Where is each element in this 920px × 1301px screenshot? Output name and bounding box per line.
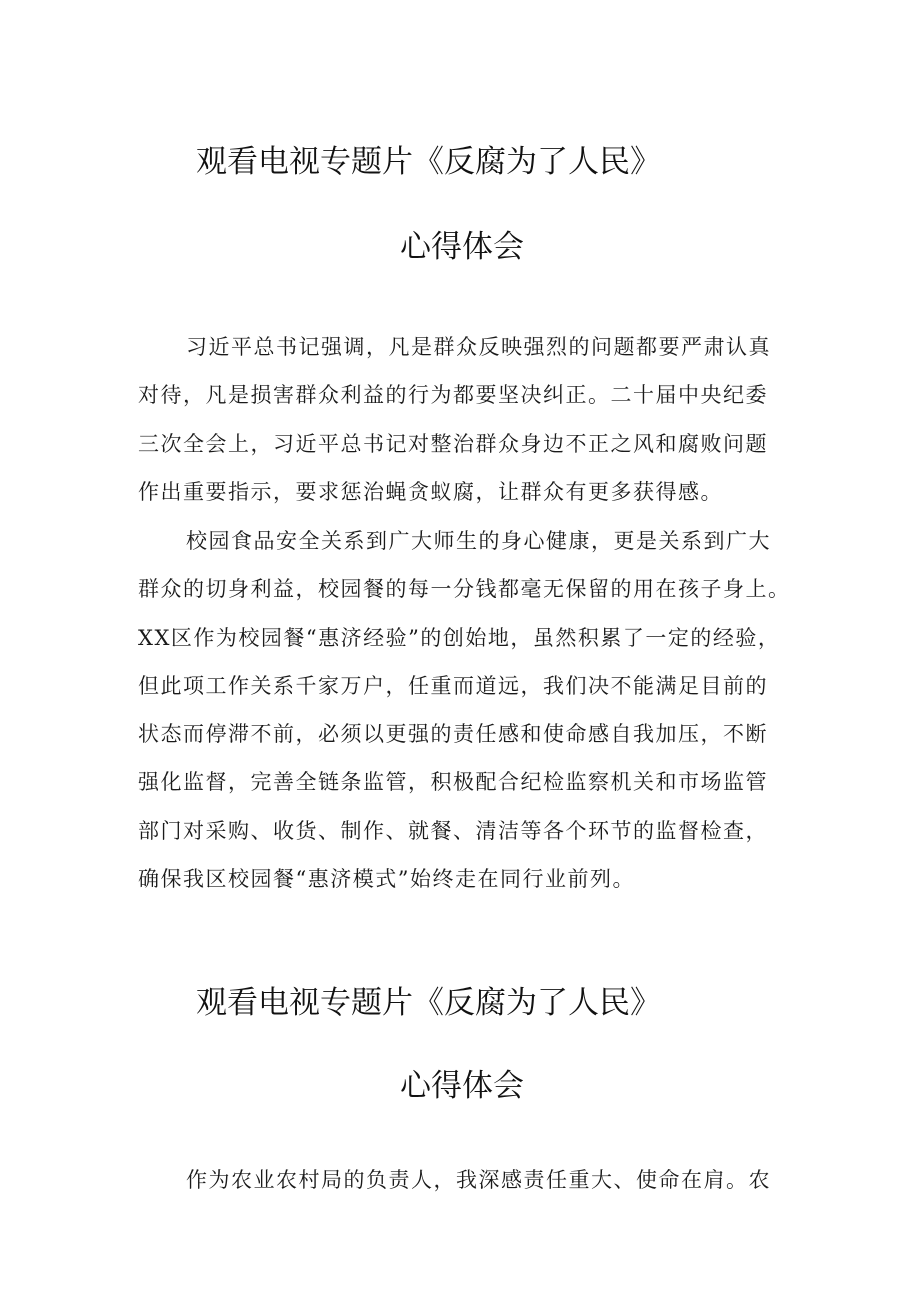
paragraph-line: 但此项工作关系千家万户，任重而道远，我们决不能满足目前的	[138, 673, 768, 698]
paragraph-line: 作出重要指示，要求惩治蝇贪蚁腐，让群众有更多获得感。	[138, 479, 723, 504]
paragraph-line: 对待，凡是损害群众利益的行为都要坚决纠正。二十届中央纪委	[138, 383, 768, 408]
paragraph-line: 三次全会上，习近平总书记对整治群众身边不正之风和腐败问题	[138, 431, 768, 456]
section-1-title-line-2: 心得体会	[400, 229, 524, 265]
section-2-title-line-1: 观看电视专题片《反腐为了人民》	[196, 985, 661, 1021]
section-1-paragraph-1	[138, 323, 810, 516]
paragraph-line: 确保我区校园餐“惠济模式”始终走在同行业前列。	[138, 867, 635, 892]
paragraph-line: 习近平总书记强调，凡是群众反映强烈的问题都要严肃认真	[186, 335, 771, 359]
section-1-title-line-1: 观看电视专题片《反腐为了人民》	[196, 144, 661, 180]
paragraph-line: 校园食品安全关系到广大师生的身心健康，更是关系到广大	[186, 529, 771, 553]
paragraph-line: 群众的切身利益，校园餐的每一分钱都毫无保留的用在孩子身上。	[138, 577, 791, 602]
paragraph-line: XX区作为校园餐“惠济经验”的创始地，虽然积累了一定的经验，	[138, 625, 781, 650]
paragraph-line: 状态而停滞不前，必须以更强的责任感和使命感自我加压，不断	[138, 722, 768, 747]
section-2-title-line-2: 心得体会	[400, 1068, 524, 1104]
paragraph-line: 作为农业农村局的负责人，我深感责任重大、使命在肩。农	[186, 1168, 771, 1192]
section-2-paragraph-1	[138, 1156, 810, 1204]
paragraph-line: 部门对采购、收货、制作、就餐、清洁等各个环节的监督检查，	[138, 818, 768, 843]
section-1-paragraph-2	[138, 517, 810, 903]
paragraph-line: 强化监督，完善全链条监管，积极配合纪检监察机关和市场监管	[138, 770, 768, 795]
